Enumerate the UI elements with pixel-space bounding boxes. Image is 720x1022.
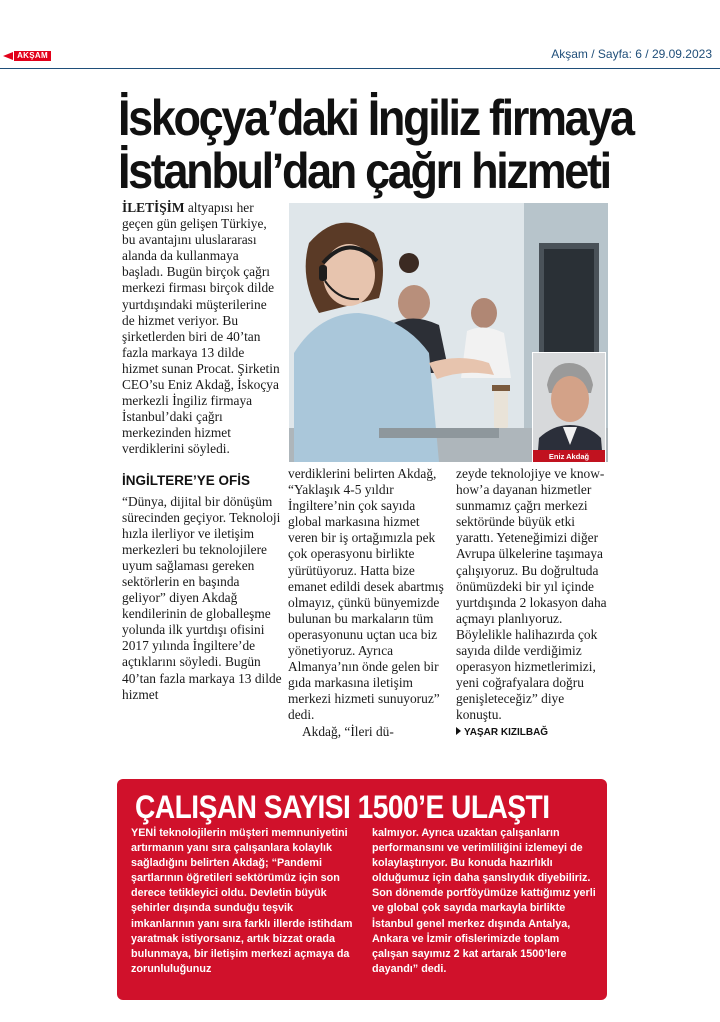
article-col1-body: “Dünya, dijital bir dönüşüm sürecinden geçiyor. Teknoloji hızla ilerliyor ve iletişim merkezleri bu teknolojilere uyum sağlaması gereken sektörlerin en başında geliyor” diyen Akdağ kendilerinin de globalleşme yolunda ilk yurtdışı ofisini 2017 yılında İngiltere’de açtıklarını söyledi. Bugün 40’tan fazla markaya 13 dilde hizmet (122, 493, 282, 702)
inset-caption: Eniz Akdağ (533, 450, 605, 462)
article-intro-text: altyapısı her geçen gün gelişen Türkiye, bu avantajını uluslararası alanda da kullanmaya başladı. Bugün birçok çağrı merkezi firması birçok dilde yurtdışındaki müşterilerine de hizmet veriyor. Bu şirketlerden biri de 40’tan fazla markaya 13 dilde hizmet sunan Procat. Şirketin CEO’su Eniz Akdağ, İskoçya merkezli İngiliz firmaya İstanbul’daki çağrı merkezinden hizmet verdiklerini söyledi. (122, 200, 280, 457)
headline-line-2: İstanbul’dan çağrı hizmeti (118, 143, 610, 199)
byline-name: YAŞAR KIZILBAĞ (464, 726, 549, 738)
article-subhead: İNGİLTERE’YE OFİS (122, 472, 251, 488)
article-column-2 (288, 466, 448, 740)
byline-arrow-icon (456, 727, 461, 735)
article-col2-body: verdiklerini belirten Akdağ, “Yaklaşık 4-5 yıldır İngiltere’nin çok sayıda global markasına hizmet veren bir iş ortağımızla pek çok operasyonu birlikte yürütüyoruz. Hatta bize emanet edildi desek abartmış olmayız, çünkü bünyemizde bulunan bu markaların tüm operasyonunu uçtan uca biz yönetiyoruz. Ayrıca Almanya’nın önde gelen bir gıda markasına iletişim merkezi hizmeti sunuyoruz” dedi. (288, 466, 444, 723)
highlight-box-column-2: kalmıyor. Ayrıca uzaktan çalışanların performansını ve verimliliğini izlemeyi de kolaylaştırıyor. Bu konuda hazırlıklı olduğumuz için daha şanslıydık diyebiliriz. Son dönemde portföyümüze kattığımız yerli ve global çok sayıda markayla birlikte İstanbul genel merkez dışında Antalya, Ankara ve İzmir ofislerimizde toplam çalışan sayımız 2 kat artarak 1500’lere dayandı” dedi. (372, 827, 596, 975)
logo-text: AKŞAM (14, 51, 51, 61)
logo-arrow-icon (3, 52, 13, 60)
ceo-portrait-inset (532, 352, 606, 462)
ceo-portrait (533, 353, 605, 462)
article-column-3 (456, 466, 612, 740)
headline-line-1: İskoçya’daki İngiliz firmaya (118, 90, 633, 146)
call-center-photo (289, 203, 608, 462)
highlight-box (117, 779, 607, 1000)
article-byline (456, 726, 612, 740)
aksam-logo (3, 51, 51, 61)
article-col2-tail: Akdağ, “İleri dü- (302, 723, 394, 739)
highlight-box-title: ÇALIŞAN SAYISI 1500’E ULAŞTI (135, 789, 550, 825)
page-reference: Akşam / Sayfa: 6 / 29.09.2023 (551, 47, 712, 61)
header-divider (0, 68, 720, 69)
headline (118, 90, 633, 199)
article-lead-word: İLETİŞİM (122, 200, 185, 215)
article-column-1 (122, 200, 282, 703)
highlight-box-column-1: YENİ teknolojilerin müşteri memnuniyetini artırmanın yanı sıra çalışanlara kolaylık sağladığını belirten Akdağ; “Pandemi şartlarının öğretileri sektörümüz için son derece tetikleyici oldu. Devletin büyük şehirler dışında sunduğu teşvik imkanlarının yanı sıra farklı illerde istihdam yaratmak istiyorsanız, artık bizzat orada bulunmaya, bir iletişim merkezi açmaya da zorunluluğunuz (131, 827, 353, 975)
article-col3-body: zeyde teknolojiye ve know-how’a dayanan hizmetler sunmamız çağrı merkezi sektöründe büyük etki yarattı. Yeteneğimizi diğer Avrupa ülkelerine taşımaya çalışıyoruz. Bu doğrultuda önümüzdeki bir yıl içinde yurtdışında 2 lokasyon daha açmayı planlıyoruz. Böylelikle halihazırda çok sayıda dilde verdiğimiz operasyon hizmetlerimizi, yeni coğrafyalara doğru genişleteceğiz” diye konuştu. (456, 466, 607, 723)
article-intro (122, 200, 282, 458)
